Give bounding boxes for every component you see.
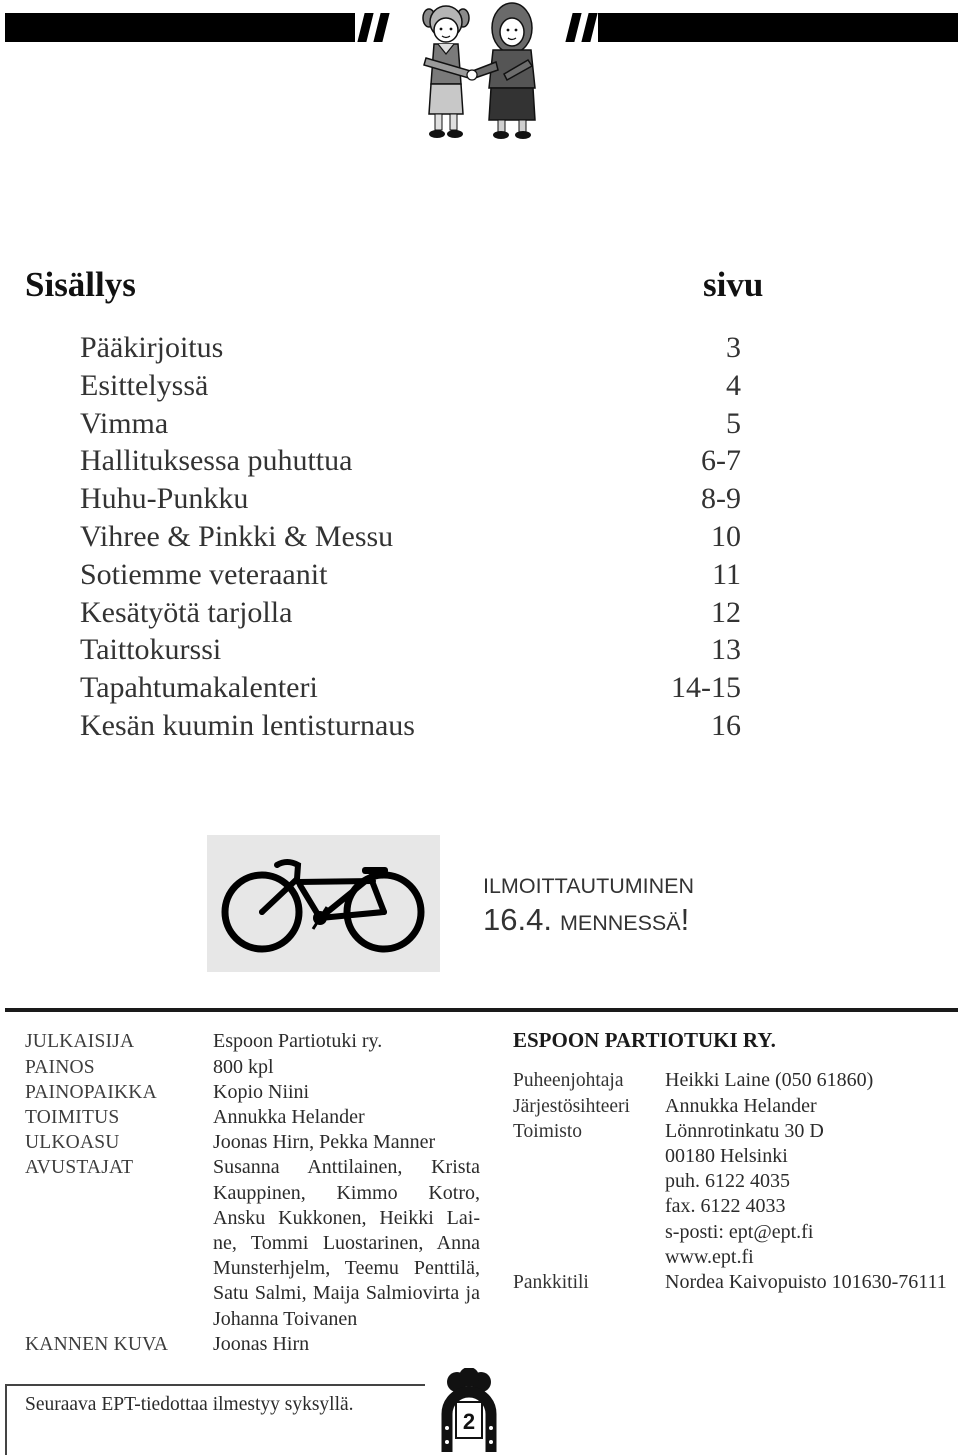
toc-entry-title: Pääkirjoitus [80,331,224,364]
credit-value-contributors [213,1155,480,1331]
credit-row [25,1080,480,1105]
credit-label-cover-photo: KANNEN KUVA [25,1333,169,1355]
contact-value-bank: Nordea Kaivopuisto 101630-76111 [665,1271,947,1294]
contact-value-secretary: Annukka Helander [665,1094,817,1117]
promo-word: MENNESSÄ [559,911,681,935]
toc-entry [80,631,741,669]
credit-value-publisher: Espoon Partiotuki ry. [213,1030,383,1053]
office-fax: fax. 6122 4033 [665,1195,786,1218]
office-address-street: Lönnrotinkatu 30 D [665,1119,824,1142]
toc-page-column-label: sivu [703,265,764,304]
toc-entry-title: Vimma [80,406,169,440]
toc-entry-page: 6-7 [701,444,741,478]
header-bar-left [5,13,355,42]
toc-entry [80,707,741,745]
credit-label-publisher: JULKAISIJA [25,1031,135,1053]
credit-row [25,1029,480,1054]
toc-entry-title: Huhu-Punkku [80,482,249,516]
credit-label-contributors: AVUSTAJAT [25,1157,134,1179]
contact-value-chair: Heikki Laine (050 61860) [665,1069,874,1092]
toc-entry-page: 14-15 [671,671,741,705]
toc-entry [80,556,741,594]
page-number: 2 [462,1409,476,1434]
credit-row [25,1155,480,1331]
toc-list [80,329,741,745]
contact-value-office [665,1119,958,1270]
credit-value-printer: Kopio Niini [213,1080,310,1103]
header-stripe [581,13,597,42]
toc-entry [80,367,741,405]
contact-row [513,1094,958,1119]
contact-row [513,1119,958,1270]
credit-value-editor: Annukka Helander [213,1106,365,1128]
promo-exclamation: ! [680,902,690,937]
contact-label-chair: Puheenjohtaja [513,1070,624,1092]
bicycle-icon [207,835,440,972]
toc-entry [80,669,741,707]
toc-entry-title: Sotiemme veteraanit [80,557,328,591]
toc-entry [80,329,741,367]
contributors-line: Susanna Anttilainen, Krista [213,1156,480,1179]
toc-entry-page: 10 [711,519,741,553]
contributors-line: ne, Tommi Luostarinen, Anna [213,1232,480,1255]
contributors-line: Kauppinen, Kimmo Kotro, [213,1181,480,1204]
header-stripe [373,13,389,42]
contributors-line: Satu Salmi, Maija Salmiovirta ja [213,1282,480,1305]
contact-label-office: Toimisto [513,1120,583,1142]
office-phone: puh. 6122 4035 [665,1170,790,1193]
office-email: s-posti: ept@ept.fi [665,1220,814,1243]
two-scouts-illustration [412,0,552,142]
toc-entry-page: 4 [726,368,741,402]
promo-date: 16.4. [483,902,552,937]
contributors-line: Munsterhjelm, Teemu Penttilä, [213,1257,480,1280]
contact-row [513,1270,958,1295]
bicycle-image [207,835,440,972]
footer-frame-line [5,1384,425,1386]
toc-entry-title: Kesätyötä tarjolla [80,595,293,629]
credit-row [25,1130,480,1155]
toc-entry-page: 3 [726,331,741,364]
toc-entry-title: Hallituksessa puhuttua [80,444,353,478]
toc-entry-title: Kesän kuumin lentisturnaus [80,708,415,742]
toc-entry-title: Taittokurssi [80,633,222,667]
toc-entry [80,405,741,443]
credits-block [25,1029,480,1357]
contact-label-secretary: Järjestösihteeri [513,1095,630,1117]
credit-value-cover-photo: Joonas Hirn [213,1332,310,1355]
section-divider [5,1008,958,1012]
credit-value-layout: Joonas Hirn, Pekka Manner [213,1131,436,1154]
toc-entry-page: 13 [711,633,741,667]
header-stripe [357,13,373,42]
toc-entry-page: 12 [711,595,741,629]
organization-contacts [513,1068,958,1295]
promo-heading: ILMOITTAUTUMINEN [483,874,695,898]
credit-label-edition: PAINOS [25,1056,95,1078]
footer-frame-line [5,1384,7,1455]
horseshoe-clover-icon [438,1368,500,1454]
contact-label-bank: Pankkitili [513,1272,589,1294]
toc-entry-title: Tapahtumakalenteri [80,671,318,705]
contributors-line: Johanna Toivanen [213,1307,358,1330]
toc-entry-title: Esittelyssä [80,368,209,402]
toc-entry-page: 11 [712,557,741,591]
toc-entry [80,442,741,480]
header-bar-right [598,13,958,42]
toc-title: Sisällys [25,265,136,304]
promo-deadline [483,900,689,940]
toc-entry-page: 8-9 [701,482,741,516]
credit-label-printer: PAINOPAIKKA [25,1081,157,1103]
toc-entry-title: Vihree & Pinkki & Messu [80,519,394,553]
header-stripe [565,13,581,42]
credit-row [25,1105,480,1130]
credit-row [25,1332,480,1357]
toc-entry [80,480,741,518]
toc-entry [80,518,741,556]
contact-row [513,1068,958,1093]
office-website: www.ept.fi [665,1245,754,1268]
credit-row [25,1055,480,1080]
office-address-city: 00180 Helsinki [665,1145,788,1167]
next-issue-note: Seuraava EPT-tiedottaa ilmestyy syksyllä. [25,1394,354,1415]
credit-label-editor: TOIMITUS [25,1107,120,1128]
toc-entry-page: 5 [726,406,741,440]
toc-entry [80,594,741,632]
credit-label-layout: ULKOASU [25,1132,120,1154]
credit-value-edition: 800 kpl [213,1055,274,1078]
contributors-line: Ansku Kukkonen, Heikki Lai- [213,1206,480,1229]
toc-entry-page: 16 [711,708,741,742]
organization-name: ESPOON PARTIOTUKI RY. [513,1028,776,1052]
